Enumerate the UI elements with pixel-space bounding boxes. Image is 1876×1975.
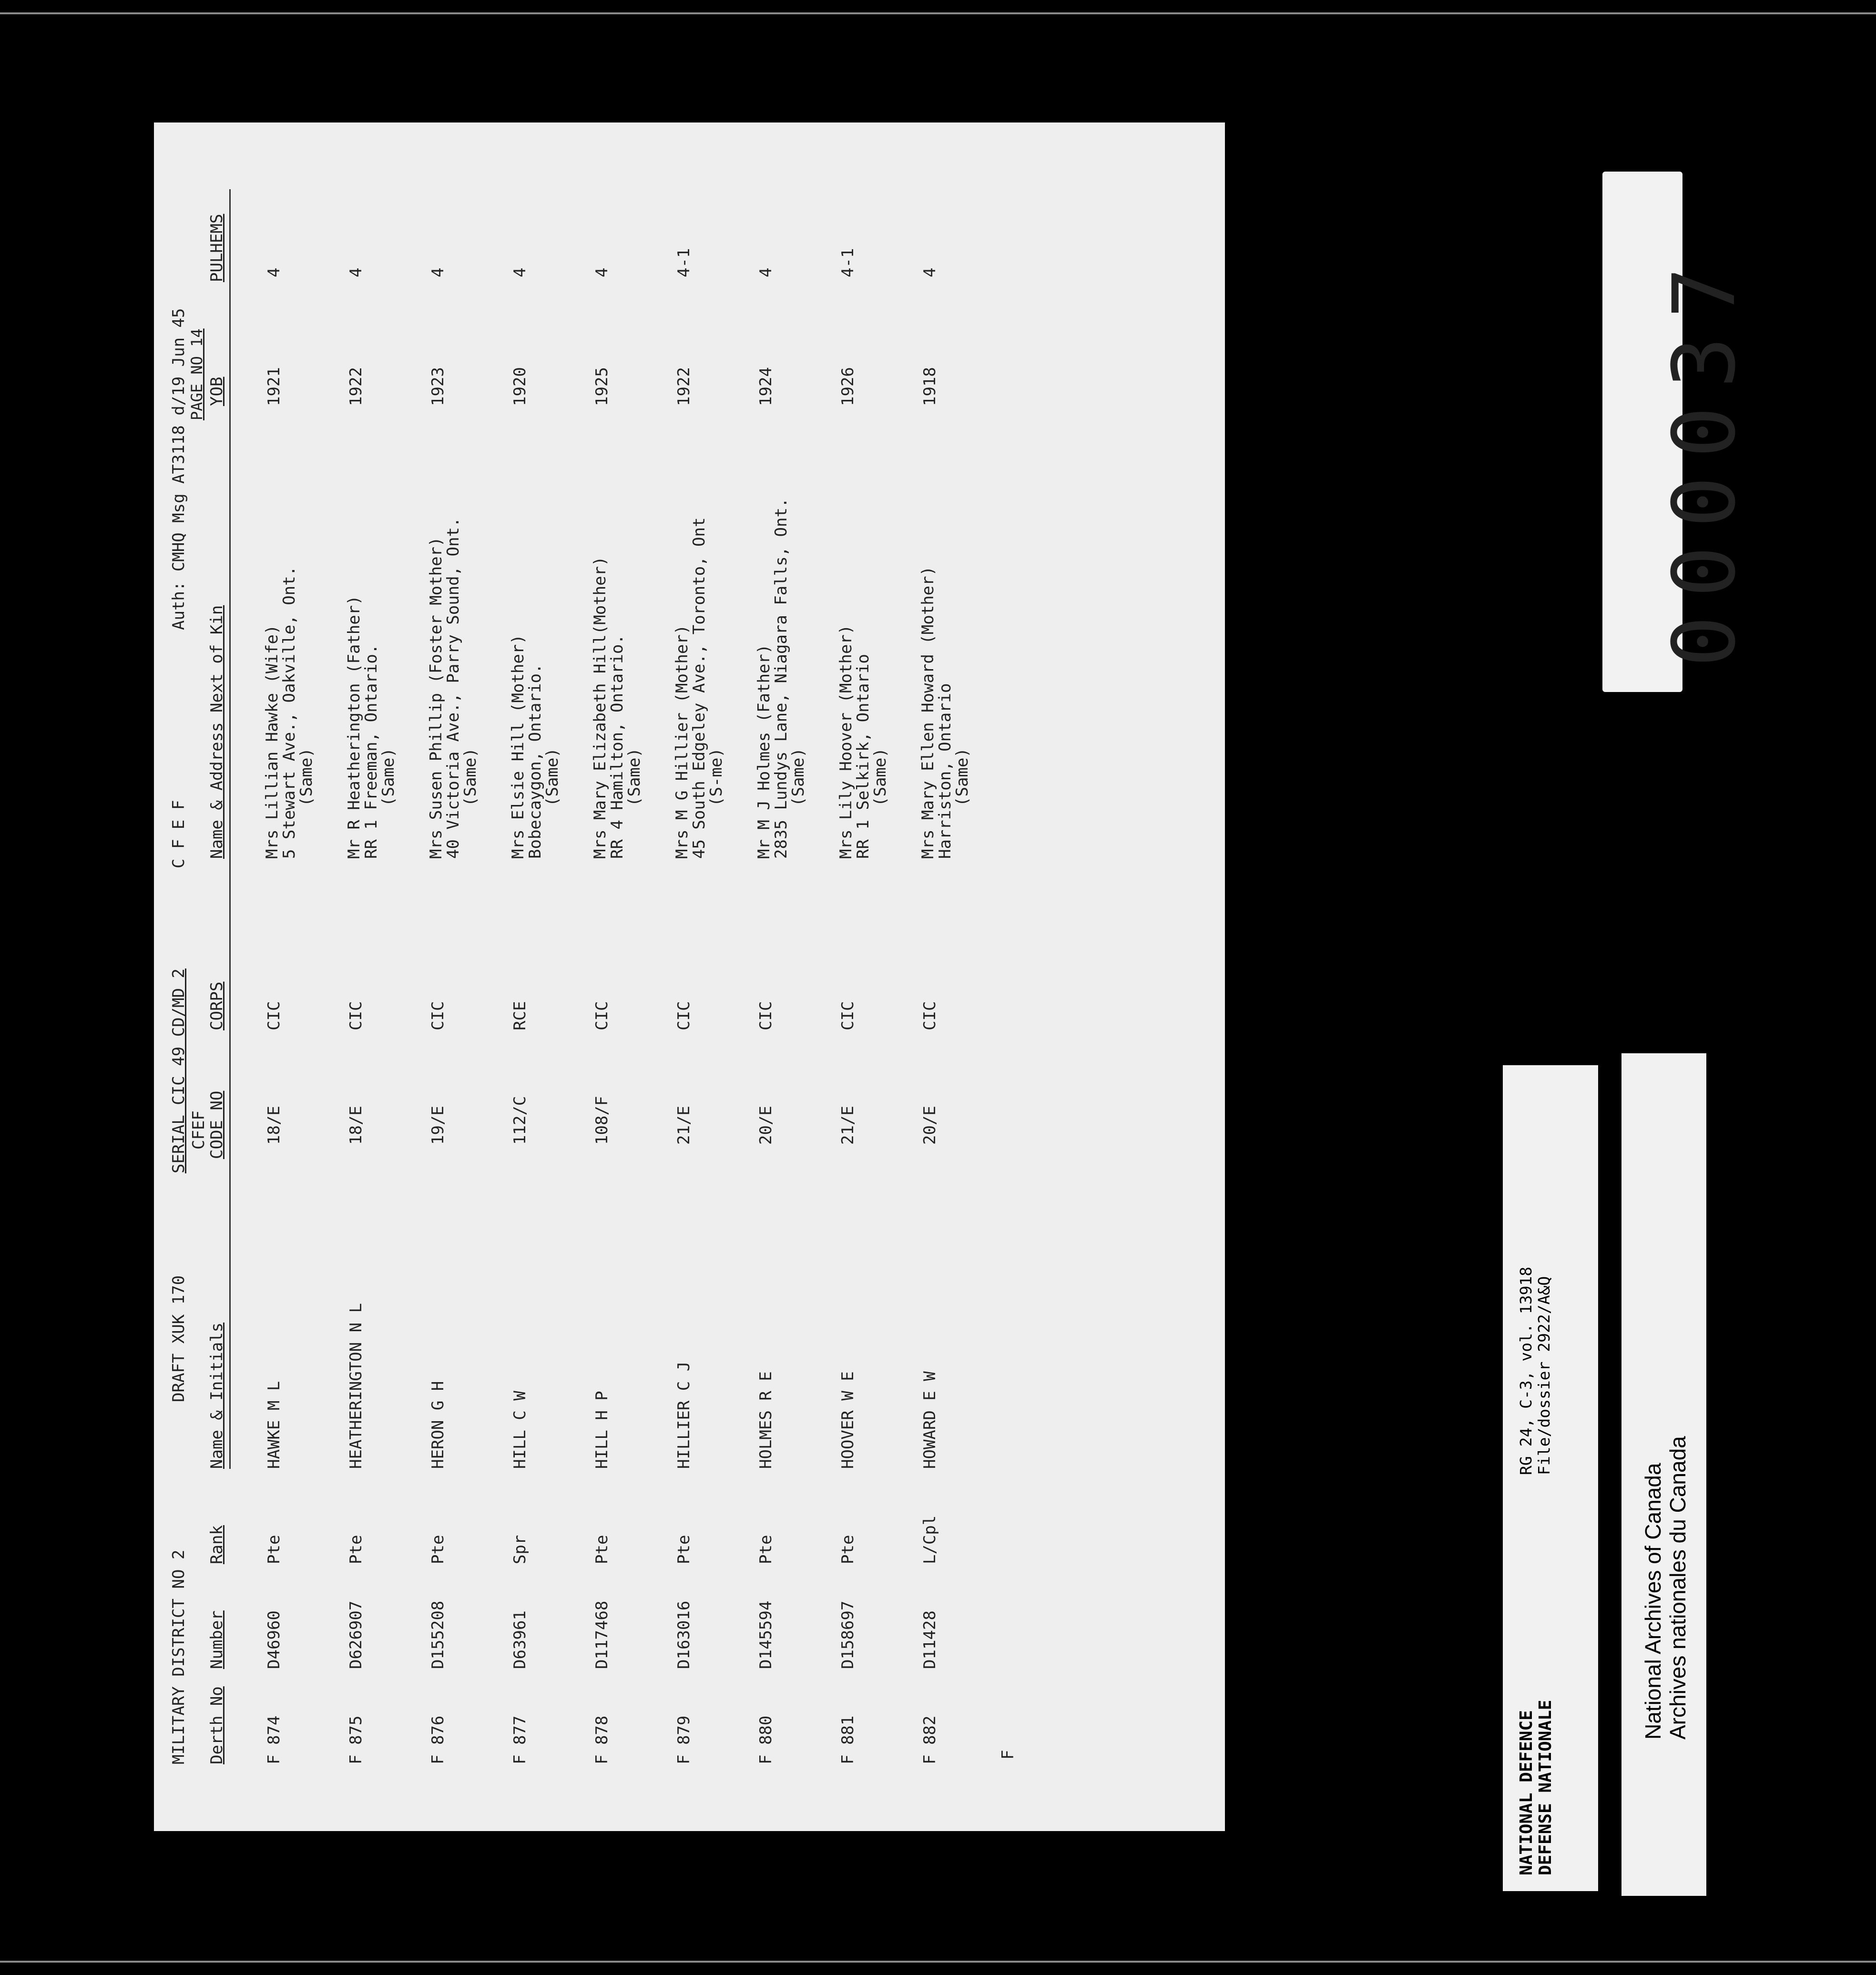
next-of-kin-line: Mr M J Holmes (Father) <box>754 644 774 859</box>
table-row <box>264 122 345 1831</box>
cell-corps: CIC <box>265 1001 284 1030</box>
archives-fr: Archives nationales du Canada <box>1665 1436 1690 1740</box>
cell-number: D46960 <box>265 1610 284 1669</box>
cell-yob: 1920 <box>510 367 530 406</box>
page-number: PAGE NO 14 <box>188 328 206 420</box>
next-of-kin-line: Mrs Lily Hoover (Mother) <box>836 624 856 859</box>
cell-corps: CIC <box>347 1001 366 1030</box>
cell-corps: CIC <box>592 1001 612 1030</box>
cell-yob: 1922 <box>674 367 693 406</box>
cell-rank: Pte <box>428 1535 448 1564</box>
table-row <box>346 122 427 1831</box>
table-row <box>755 122 836 1831</box>
next-of-kin-line: Mrs Mary Elizabeth Hill(Mother) <box>591 556 610 859</box>
cell-rank: Spr <box>510 1535 530 1564</box>
cell-derth: F 882 <box>920 1715 939 1764</box>
archives-label <box>1621 1053 1706 1896</box>
cell-number: D63961 <box>510 1610 530 1669</box>
cell-code: 18/E <box>347 1106 366 1145</box>
cell-corps: CIC <box>838 1001 857 1030</box>
reference-volume: RG 24, C-3, vol. 13918 <box>1517 1266 1535 1475</box>
next-of-kin-line: Harriston, Ontario <box>936 683 955 859</box>
next-of-kin-line: 5 Stewart Ave., Oakville, Ont. <box>280 566 299 859</box>
cell-derth: F 879 <box>674 1715 693 1764</box>
cell-number: D145594 <box>756 1600 775 1669</box>
cell-code: 21/E <box>674 1106 693 1145</box>
next-of-kin-line: Mrs Lillian Hawke (Wife) <box>263 624 282 859</box>
table-row <box>919 122 1000 1831</box>
col-next-of-kin: Name & Address Next of Kin <box>207 605 226 859</box>
film-edge-top <box>0 12 1876 14</box>
cell-pulhems: 4 <box>592 267 612 277</box>
cell-yob: 1924 <box>756 367 775 406</box>
cell-yob: 1925 <box>592 367 612 406</box>
cell-name: HEATHERINGTON N L <box>347 1303 366 1469</box>
cell-pulhems: 4 <box>510 267 530 277</box>
cell-code: 19/E <box>428 1106 448 1145</box>
cell-name: HOOVER W E <box>838 1371 857 1469</box>
serial-number: SERIAL CIC 49 CD/MD 2 <box>169 968 188 1173</box>
cell-code: 20/E <box>756 1106 775 1145</box>
next-of-kin-line: Mrs M G Hillier (Mother) <box>673 624 692 859</box>
cell-rank: L/Cpl <box>920 1515 939 1564</box>
trailing-marker: F <box>999 1750 1018 1760</box>
next-of-kin-line: Bobecaygon, Ontario. <box>526 663 545 859</box>
cell-rank: Pte <box>838 1535 857 1564</box>
cell-number: D155208 <box>428 1600 448 1669</box>
cell-yob: 1918 <box>920 367 939 406</box>
frame-number: 000037 <box>1655 248 1754 667</box>
next-of-kin-line: 2835 Lundys Lane, Niagara Falls, Ont. <box>772 498 791 859</box>
film-edge-bottom <box>0 1961 1876 1963</box>
reference-file: File/dossier 2922/A&Q <box>1535 1276 1553 1475</box>
cell-pulhems: 4-1 <box>674 248 693 277</box>
draft-list <box>154 122 1225 1831</box>
next-of-kin-line: (Same) <box>461 748 480 806</box>
draft-number: DRAFT XUK 170 <box>169 1275 188 1402</box>
cell-code: 108/F <box>592 1096 612 1145</box>
cell-next-of-kin <box>673 518 725 859</box>
next-of-kin-line: 45 South Edgeley Ave., Toronto, Ont <box>690 517 709 859</box>
cell-code: 21/E <box>838 1106 857 1145</box>
cell-pulhems: 4 <box>428 267 448 277</box>
header-rule <box>229 189 231 1469</box>
cell-number: D117468 <box>592 1600 612 1669</box>
cell-rank: Pte <box>674 1535 693 1564</box>
cell-derth: F 874 <box>265 1715 284 1764</box>
cell-next-of-kin <box>755 498 807 859</box>
cell-corps: CIC <box>428 1001 448 1030</box>
cell-derth: F 876 <box>428 1715 448 1764</box>
cell-yob: 1923 <box>428 367 448 406</box>
next-of-kin-line: Mrs Mary Ellen Howard (Mother) <box>918 566 938 859</box>
cell-rank: Pte <box>592 1535 612 1564</box>
cell-derth: F 878 <box>592 1715 612 1764</box>
district-title: MILITARY DISTRICT NO 2 <box>169 1549 188 1764</box>
next-of-kin-line: 40 Victoria Ave., Parry Sound, Ont. <box>444 517 463 859</box>
cell-number: D163016 <box>674 1600 693 1669</box>
frame-number-strip <box>1602 172 1754 692</box>
cell-next-of-kin <box>428 518 479 859</box>
cell-derth: F 877 <box>510 1715 530 1764</box>
next-of-kin-line: Mr R Heatherington (Father) <box>345 595 364 859</box>
cell-pulhems: 4 <box>347 267 366 277</box>
cell-corps: CIC <box>756 1001 775 1030</box>
col-rank: Rank <box>207 1525 226 1564</box>
cell-name: HERON G H <box>428 1381 448 1469</box>
col-number: Number <box>207 1610 226 1669</box>
table-row <box>837 122 918 1831</box>
table-row <box>591 122 673 1831</box>
cell-pulhems: 4 <box>756 267 775 277</box>
col-name: Name & Initials <box>207 1322 226 1469</box>
force-code: C F E F <box>169 800 188 868</box>
cell-code: 20/E <box>920 1106 939 1145</box>
department-fr: DEFENSE NATIONALE <box>1536 1700 1555 1875</box>
next-of-kin-line: RR 4 Hamilton, Ontario. <box>608 634 627 859</box>
department-en: NATIONAL DEFENCE <box>1517 1710 1536 1875</box>
cell-corps: CIC <box>920 1001 939 1030</box>
cell-name: HILL H P <box>592 1391 612 1469</box>
cell-pulhems: 4 <box>265 267 284 277</box>
cell-corps: RCE <box>510 1001 530 1030</box>
cell-code: 112/C <box>510 1096 530 1145</box>
cell-yob: 1922 <box>347 367 366 406</box>
col-code-top: CFEF <box>189 1110 208 1150</box>
cell-corps: CIC <box>674 1001 693 1030</box>
cell-derth: F 881 <box>838 1715 857 1764</box>
next-of-kin-line: RR 1 Freeman, Ontario. <box>362 644 381 859</box>
cell-next-of-kin <box>919 566 971 859</box>
cell-name: HOLMES R E <box>756 1371 775 1469</box>
cell-rank: Pte <box>265 1535 284 1564</box>
cell-derth: F 880 <box>756 1715 775 1764</box>
department-text <box>1517 1700 1555 1875</box>
cell-next-of-kin <box>510 634 561 859</box>
cell-name: HAWKE M L <box>265 1381 284 1469</box>
col-pulhems: PULHEMS <box>207 214 226 282</box>
next-of-kin-line: (S-me) <box>707 748 726 806</box>
cell-next-of-kin <box>591 556 643 859</box>
cell-derth: F 875 <box>347 1715 366 1764</box>
cell-name: HILLIER C J <box>674 1361 693 1469</box>
cell-rank: Pte <box>347 1535 366 1564</box>
cell-code: 18/E <box>265 1106 284 1145</box>
next-of-kin-line: (Same) <box>953 748 972 806</box>
authority: Auth: CMHQ Msg AT3118 d/19 Jun 45 <box>169 308 188 630</box>
reference-text <box>1517 1267 1553 1475</box>
cell-name: HILL C W <box>510 1391 530 1469</box>
table-row <box>510 122 591 1831</box>
next-of-kin-line: (Same) <box>789 748 808 806</box>
cell-number: D11428 <box>920 1610 939 1669</box>
cell-pulhems: 4 <box>920 267 939 277</box>
table-row <box>428 122 509 1831</box>
next-of-kin-line: (Same) <box>625 748 644 806</box>
next-of-kin-line: Mrs Susen Phillip (Foster Mother) <box>427 537 446 859</box>
cell-pulhems: 4-1 <box>838 248 857 277</box>
table-row <box>673 122 754 1831</box>
next-of-kin-line: (Same) <box>543 748 562 806</box>
next-of-kin-line: (Same) <box>379 748 398 806</box>
next-of-kin-line: Mrs Elsie Hill (Mother) <box>509 634 528 859</box>
archives-en: National Archives of Canada <box>1641 1463 1665 1740</box>
col-yob: YOB <box>207 377 226 406</box>
cell-next-of-kin <box>346 595 397 859</box>
cell-next-of-kin <box>264 566 315 859</box>
cell-yob: 1921 <box>265 367 284 406</box>
next-of-kin-line: (Same) <box>871 748 890 806</box>
cell-number: D158697 <box>838 1600 857 1669</box>
next-of-kin-line: RR 1 Selkirk, Ontario <box>854 654 873 859</box>
col-corps: CORPS <box>207 981 226 1030</box>
department-label <box>1503 1065 1598 1891</box>
cell-number: D626907 <box>347 1600 366 1669</box>
typed-sheet <box>154 122 1225 1831</box>
cell-next-of-kin <box>837 625 889 859</box>
next-of-kin-line: (Same) <box>297 748 316 806</box>
cell-yob: 1926 <box>838 367 857 406</box>
cell-name: HOWARD E W <box>920 1371 939 1469</box>
archives-text <box>1641 1436 1690 1740</box>
col-derth: Derth No <box>207 1686 226 1764</box>
cell-rank: Pte <box>756 1535 775 1564</box>
col-code: CODE NO <box>207 1090 226 1159</box>
